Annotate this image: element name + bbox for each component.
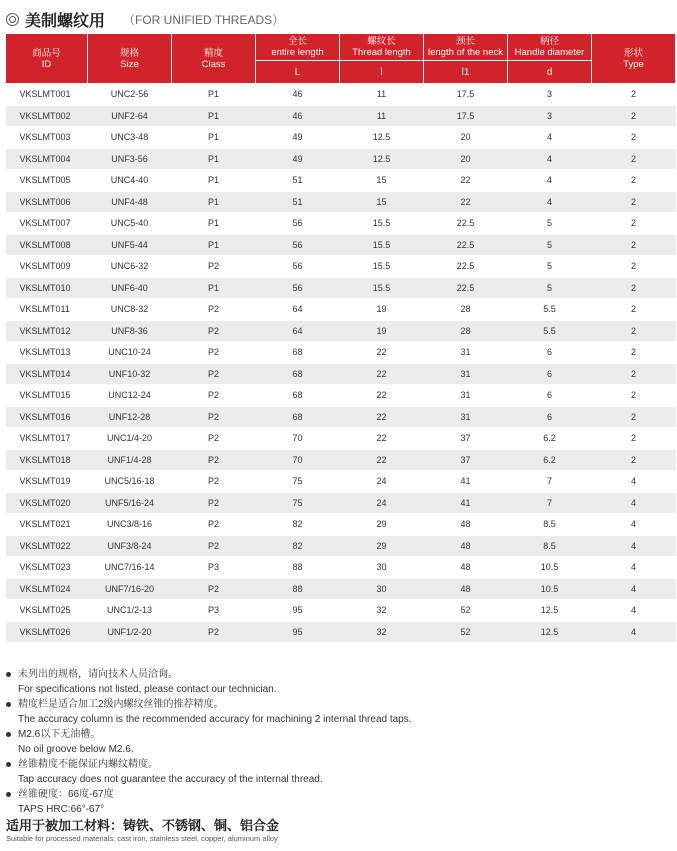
table-cell: 52	[424, 621, 508, 643]
table-cell: 56	[256, 256, 340, 278]
table-cell: 75	[256, 471, 340, 493]
table-cell: 31	[424, 406, 508, 428]
table-cell: 46	[256, 84, 340, 106]
table-cell: UNC1/4-20	[88, 428, 172, 450]
table-row	[6, 449, 676, 471]
table-cell: 68	[256, 406, 340, 428]
table-cell: UNF3/8-24	[88, 535, 172, 557]
table-cell: 29	[340, 514, 424, 536]
table-cell: 4	[592, 621, 676, 643]
table-cell: P2	[172, 320, 256, 342]
table-cell: 2	[592, 213, 676, 235]
table-row	[6, 320, 676, 342]
title-cn: 美制螺纹用	[25, 12, 106, 30]
table-cell: P1	[172, 127, 256, 149]
table-cell: 2	[592, 105, 676, 127]
table-cell: 3	[508, 84, 592, 106]
table-cell: 31	[424, 385, 508, 407]
table-cell: VKSLMT016	[6, 406, 88, 428]
table-row	[6, 535, 676, 557]
table-cell: 30	[340, 578, 424, 600]
bullet-icon	[6, 732, 11, 737]
table-cell: UNC12-24	[88, 385, 172, 407]
table-row	[6, 191, 676, 213]
table-cell: 88	[256, 557, 340, 579]
table-row	[6, 600, 676, 622]
table-cell: UNF5/16-24	[88, 492, 172, 514]
note-cn-text: 精度栏是适合加工2级内螺纹丝锥的推荐精度。	[18, 699, 224, 710]
table-row	[6, 213, 676, 235]
table-cell: 2	[592, 148, 676, 170]
table-cell: 4	[592, 557, 676, 579]
table-cell: 46	[256, 105, 340, 127]
table-cell: 4	[592, 600, 676, 622]
table-cell: 56	[256, 213, 340, 235]
table-cell: 15.5	[340, 277, 424, 299]
header-thread-length: 螺纹长 Thread length	[340, 34, 424, 61]
table-cell: 29	[340, 535, 424, 557]
table-cell: 20	[424, 127, 508, 149]
table-cell: 52	[424, 600, 508, 622]
table-cell: P2	[172, 299, 256, 321]
table-cell: 4	[592, 471, 676, 493]
table-row	[6, 234, 676, 256]
table-body	[6, 84, 676, 643]
table-cell: VKSLMT002	[6, 105, 88, 127]
table-cell: 4	[508, 127, 592, 149]
note-cn-text: M2.6以下无油槽。	[18, 729, 101, 740]
table-cell: 6	[508, 385, 592, 407]
table-cell: 28	[424, 299, 508, 321]
table-cell: P1	[172, 148, 256, 170]
table-cell: 6	[508, 342, 592, 364]
table-cell: 2	[592, 320, 676, 342]
table-cell: P2	[172, 535, 256, 557]
table-cell: VKSLMT025	[6, 600, 88, 622]
table-cell: P2	[172, 449, 256, 471]
note-en-text: Tap accuracy does not guarantee the accuracy of the internal thread.	[18, 774, 323, 785]
table-cell: 28	[424, 320, 508, 342]
table-cell: 2	[592, 342, 676, 364]
bullet-icon	[6, 762, 11, 767]
table-cell: P2	[172, 471, 256, 493]
table-cell: 22	[340, 449, 424, 471]
table-cell: VKSLMT022	[6, 535, 88, 557]
table-cell: P2	[172, 406, 256, 428]
table-cell: 2	[592, 170, 676, 192]
table-cell: 15	[340, 170, 424, 192]
table-cell: UNC3/8-16	[88, 514, 172, 536]
table-cell: P2	[172, 428, 256, 450]
table-cell: VKSLMT006	[6, 191, 88, 213]
table-cell: UNF5-44	[88, 234, 172, 256]
table-row	[6, 170, 676, 192]
table-cell: UNF1/4-28	[88, 449, 172, 471]
table-cell: 12.5	[340, 148, 424, 170]
table-cell: 82	[256, 535, 340, 557]
table-cell: P1	[172, 170, 256, 192]
table-cell: 88	[256, 578, 340, 600]
table-cell: UNC4-40	[88, 170, 172, 192]
table-cell: 6.2	[508, 428, 592, 450]
table-cell: UNF7/16-20	[88, 578, 172, 600]
header-symbol-l1: l1	[424, 61, 508, 84]
table-cell: 20	[424, 148, 508, 170]
table-cell: UNF4-48	[88, 191, 172, 213]
table-cell: 32	[340, 621, 424, 643]
table-cell: VKSLMT015	[6, 385, 88, 407]
note-item	[6, 667, 412, 682]
table-cell: VKSLMT021	[6, 514, 88, 536]
notes	[6, 667, 412, 817]
table-cell: 22	[340, 428, 424, 450]
table-cell: VKSLMT007	[6, 213, 88, 235]
table-cell: 6	[508, 406, 592, 428]
table-cell: 70	[256, 428, 340, 450]
table-cell: 4	[592, 492, 676, 514]
bullet-icon	[6, 702, 11, 707]
table-cell: 15.5	[340, 234, 424, 256]
note-item	[6, 727, 412, 742]
table-cell: 3	[508, 105, 592, 127]
table-cell: UNF6-40	[88, 277, 172, 299]
table-cell: 4	[508, 148, 592, 170]
table-cell: 12.5	[340, 127, 424, 149]
table-cell: 68	[256, 363, 340, 385]
title-en: （FOR UNIFIED THREADS）	[123, 12, 285, 27]
bullet-icon	[6, 792, 11, 797]
table-cell: P3	[172, 600, 256, 622]
table-cell: 95	[256, 621, 340, 643]
note-en-text: For specifications not listed, please contact our technician.	[18, 684, 277, 695]
header-symbol-L: L	[256, 61, 340, 84]
table-cell: 19	[340, 299, 424, 321]
table-row	[6, 363, 676, 385]
table-cell: 4	[508, 170, 592, 192]
table-cell: VKSLMT018	[6, 449, 88, 471]
header-symbol-l: l	[340, 61, 424, 84]
table-cell: 2	[592, 277, 676, 299]
table-cell: 22.5	[424, 277, 508, 299]
table-row	[6, 557, 676, 579]
table-cell: 5	[508, 213, 592, 235]
table-row	[6, 277, 676, 299]
table-cell: 22.5	[424, 234, 508, 256]
table-cell: UNC10-24	[88, 342, 172, 364]
table-cell: 22	[340, 406, 424, 428]
header-neck-length: 颈长 length of the neck	[424, 34, 508, 61]
table-cell: 22	[340, 363, 424, 385]
table-cell: P1	[172, 213, 256, 235]
table-cell: 2	[592, 428, 676, 450]
table-cell: P2	[172, 621, 256, 643]
header-size: 规格 Size	[88, 34, 172, 84]
table-cell: 4	[592, 514, 676, 536]
bullet-icon	[6, 672, 11, 677]
table-cell: 95	[256, 600, 340, 622]
table-cell: UNC2-56	[88, 84, 172, 106]
table-row	[6, 471, 676, 493]
table-cell: 2	[592, 363, 676, 385]
table-cell: VKSLMT010	[6, 277, 88, 299]
table-cell: VKSLMT009	[6, 256, 88, 278]
table-cell: UNF1/2-20	[88, 621, 172, 643]
table-cell: 12.5	[508, 621, 592, 643]
table-cell: UNF12-28	[88, 406, 172, 428]
table-cell: 41	[424, 471, 508, 493]
table-cell: 24	[340, 492, 424, 514]
table-cell: 7	[508, 492, 592, 514]
table-cell: P2	[172, 342, 256, 364]
table-cell: P2	[172, 492, 256, 514]
table-cell: VKSLMT012	[6, 320, 88, 342]
table-cell: VKSLMT004	[6, 148, 88, 170]
table-cell: UNC5/16-18	[88, 471, 172, 493]
table-row	[6, 342, 676, 364]
table-cell: P1	[172, 105, 256, 127]
note-cn-text: 未列出的规格，请向技术人员洽询。	[18, 669, 178, 680]
table-cell: 37	[424, 449, 508, 471]
table-cell: 64	[256, 299, 340, 321]
table-cell: VKSLMT026	[6, 621, 88, 643]
spec-table	[5, 33, 676, 643]
table-cell: P1	[172, 277, 256, 299]
table-cell: P1	[172, 234, 256, 256]
table-cell: 68	[256, 342, 340, 364]
table-row	[6, 492, 676, 514]
table-cell: 24	[340, 471, 424, 493]
table-cell: 68	[256, 385, 340, 407]
table-cell: 15.5	[340, 256, 424, 278]
table-cell: P3	[172, 557, 256, 579]
table-cell: 10.5	[508, 578, 592, 600]
table-cell: 51	[256, 170, 340, 192]
table-row	[6, 385, 676, 407]
table-cell: UNF2-64	[88, 105, 172, 127]
table-cell: VKSLMT024	[6, 578, 88, 600]
table-cell: 15	[340, 191, 424, 213]
table-cell: 11	[340, 105, 424, 127]
table-cell: 4	[592, 578, 676, 600]
table-cell: 31	[424, 363, 508, 385]
table-cell: UNF3-56	[88, 148, 172, 170]
table-cell: 5	[508, 277, 592, 299]
table-row	[6, 428, 676, 450]
table-cell: 4	[508, 191, 592, 213]
table-cell: 32	[340, 600, 424, 622]
table-row	[6, 578, 676, 600]
table-cell: P1	[172, 191, 256, 213]
table-cell: UNC8-32	[88, 299, 172, 321]
note-item	[6, 757, 412, 772]
table-row	[6, 148, 676, 170]
table-cell: 2	[592, 191, 676, 213]
table-cell: VKSLMT020	[6, 492, 88, 514]
table-cell: VKSLMT003	[6, 127, 88, 149]
table-cell: UNF10-32	[88, 363, 172, 385]
table-cell: 64	[256, 320, 340, 342]
table-cell: P2	[172, 578, 256, 600]
table-cell: 30	[340, 557, 424, 579]
table-cell: 19	[340, 320, 424, 342]
table-cell: 41	[424, 492, 508, 514]
header-type: 形状 Type	[592, 34, 676, 84]
table-cell: 22	[340, 342, 424, 364]
table-cell: 5.5	[508, 320, 592, 342]
table-cell: 2	[592, 234, 676, 256]
table-cell: 4	[592, 535, 676, 557]
table-cell: P2	[172, 385, 256, 407]
table-cell: 6.2	[508, 449, 592, 471]
header-class: 精度 Class	[172, 34, 256, 84]
table-cell: UNF8-36	[88, 320, 172, 342]
note-cn-text: 丝锥硬度：66度-67度	[18, 789, 114, 800]
table-cell: UNC7/16-14	[88, 557, 172, 579]
table-cell: 48	[424, 535, 508, 557]
table-cell: 48	[424, 557, 508, 579]
header-handle-diameter: 柄径 Handle diameter	[508, 34, 592, 61]
table-cell: 5	[508, 256, 592, 278]
header-entire-length: 全长 entire length	[256, 34, 340, 61]
table-cell: 5.5	[508, 299, 592, 321]
table-cell: 22	[340, 385, 424, 407]
table-cell: 2	[592, 299, 676, 321]
table-cell: 2	[592, 256, 676, 278]
table-cell: 48	[424, 514, 508, 536]
table-cell: 70	[256, 449, 340, 471]
table-cell: 82	[256, 514, 340, 536]
table-cell: VKSLMT019	[6, 471, 88, 493]
table-row	[6, 299, 676, 321]
note-item	[6, 787, 412, 802]
table-cell: VKSLMT001	[6, 84, 88, 106]
table-cell: 15.5	[340, 213, 424, 235]
table-cell: 22.5	[424, 256, 508, 278]
table-cell: 12.5	[508, 600, 592, 622]
table-cell: 51	[256, 191, 340, 213]
table-cell: 37	[424, 428, 508, 450]
table-cell: VKSLMT017	[6, 428, 88, 450]
table-cell: P1	[172, 84, 256, 106]
materials-en: Suitable for processed materials: cast iron, stainless steel, copper, aluminum alloy	[6, 834, 278, 843]
table-cell: 8.5	[508, 535, 592, 557]
table-cell: P2	[172, 256, 256, 278]
note-en-text: TAPS HRC:66°-67°	[18, 804, 105, 815]
table-cell: 2	[592, 127, 676, 149]
table-cell: UNC5-40	[88, 213, 172, 235]
table-cell: 17.5	[424, 84, 508, 106]
materials-cn: 适用于被加工材料：铸铁、不锈钢、铜、铝合金	[6, 818, 280, 833]
note-en-text: The accuracy column is the recommended accuracy for machining 2 internal thread taps.	[18, 714, 412, 725]
header-symbol-d: d	[508, 61, 592, 84]
table-cell: 6	[508, 363, 592, 385]
table-cell: UNC1/2-13	[88, 600, 172, 622]
table-row	[6, 621, 676, 643]
table-cell: 56	[256, 277, 340, 299]
table-cell: VKSLMT005	[6, 170, 88, 192]
table-row	[6, 84, 676, 106]
table-cell: 75	[256, 492, 340, 514]
table-cell: VKSLMT023	[6, 557, 88, 579]
note-item	[6, 697, 412, 712]
table-cell: 22	[424, 191, 508, 213]
table-cell: VKSLMT008	[6, 234, 88, 256]
table-cell: 7	[508, 471, 592, 493]
table-cell: 10.5	[508, 557, 592, 579]
table-cell: 2	[592, 385, 676, 407]
table-cell: P2	[172, 363, 256, 385]
table-cell: 31	[424, 342, 508, 364]
table-row	[6, 256, 676, 278]
table-cell: 8.5	[508, 514, 592, 536]
table-cell: 11	[340, 84, 424, 106]
note-cn-text: 丝锥精度不能保证内螺纹精度。	[18, 759, 158, 770]
table-cell: VKSLMT013	[6, 342, 88, 364]
table-cell: 2	[592, 84, 676, 106]
table-cell: VKSLMT014	[6, 363, 88, 385]
table-row	[6, 105, 676, 127]
table-cell: UNC3-48	[88, 127, 172, 149]
table-cell: 2	[592, 449, 676, 471]
table-cell: 2	[592, 406, 676, 428]
table-cell: 48	[424, 578, 508, 600]
table-cell: 5	[508, 234, 592, 256]
table-row	[6, 406, 676, 428]
table-row	[6, 127, 676, 149]
table-cell: 22.5	[424, 213, 508, 235]
table-cell: UNC6-32	[88, 256, 172, 278]
table-cell: 49	[256, 127, 340, 149]
table-row	[6, 514, 676, 536]
table-cell: P2	[172, 514, 256, 536]
table-cell: 56	[256, 234, 340, 256]
table-cell: VKSLMT011	[6, 299, 88, 321]
circle-bullet-icon	[6, 13, 19, 26]
table-cell: 22	[424, 170, 508, 192]
header-id: 商品号 ID	[6, 34, 88, 84]
table-cell: 17.5	[424, 105, 508, 127]
section-title	[6, 8, 284, 30]
note-en-text: No oil groove below M2.6.	[18, 744, 134, 755]
table-cell: 49	[256, 148, 340, 170]
